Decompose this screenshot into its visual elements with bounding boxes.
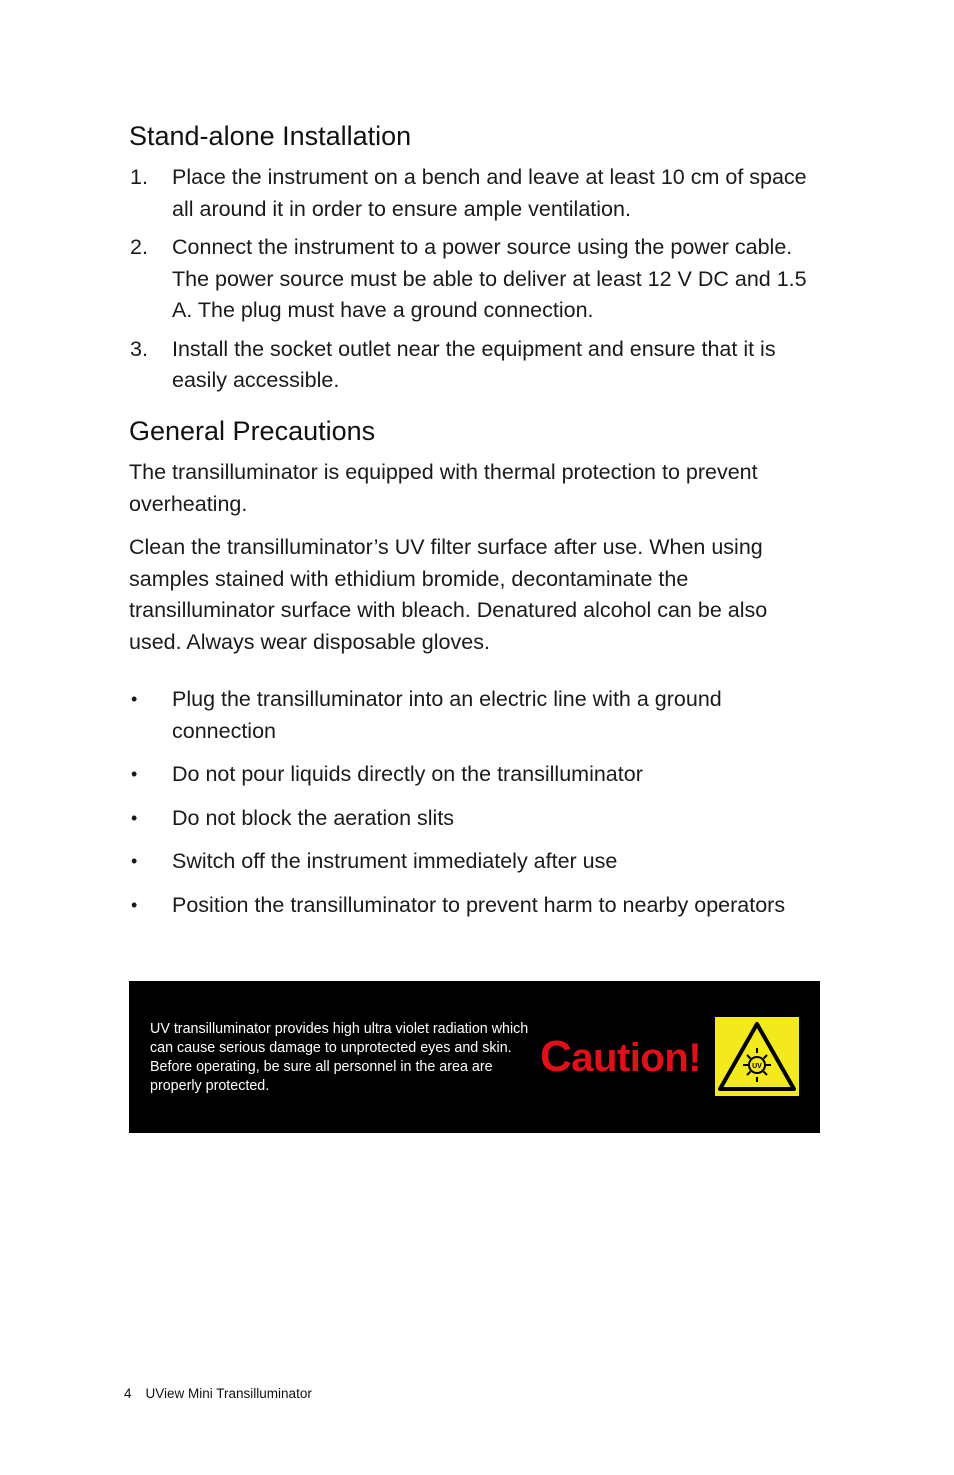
caution-title-initial: C: [540, 1032, 572, 1081]
installation-steps: [129, 162, 824, 397]
step-number: 3.: [130, 336, 148, 361]
uv-sign-label: UV: [752, 1063, 762, 1070]
step-text: Place the instrument on a bench and leave at least 10 cm of space all around it in order to ensure ample ventilation.: [172, 165, 807, 221]
bullet-icon: •: [131, 851, 138, 872]
step-number: 1.: [130, 165, 148, 190]
paragraph: The transilluminator is equipped with thermal protection to prevent overheating.: [129, 460, 758, 516]
caution-banner: [129, 981, 820, 1133]
uv-warning-svg: [715, 1017, 799, 1096]
document-body: [129, 120, 824, 933]
section-heading-precautions: General Precautions: [129, 415, 376, 446]
list-item: [129, 846, 824, 878]
step-number: 2.: [130, 235, 148, 260]
step-item: [129, 232, 824, 327]
list-item-text: Plug the transilluminator into an electric line with a ground connection: [172, 687, 722, 743]
page-footer: [124, 1386, 312, 1401]
page-number: 4: [124, 1386, 132, 1401]
step-item: [129, 334, 824, 397]
bullet-icon: •: [131, 689, 138, 710]
caution-title-rest: aution!: [571, 1036, 702, 1080]
list-item: [129, 890, 824, 922]
precautions-list: [129, 684, 824, 921]
step-item: [129, 162, 824, 225]
step-text: Install the socket outlet near the equipment and ensure that it is easily accessible.: [172, 336, 776, 393]
bullet-icon: •: [131, 807, 138, 828]
section-heading-installation: Stand-alone Installation: [129, 121, 412, 151]
list-item-text: Switch off the instrument immediately after use: [172, 849, 618, 874]
paragraph: Clean the transilluminator’s UV filter surface after use. When using samples stained with ethidium bromide, decontaminate the transilluminator surface with bleach. Denatured alcohol can be also used. Always wear disposable gloves.: [129, 535, 768, 654]
list-item-text: Do not pour liquids directly on the transilluminator: [172, 762, 643, 787]
bullet-icon: •: [131, 764, 138, 785]
list-item-text: Position the transilluminator to prevent harm to nearby operators: [172, 892, 786, 917]
bullet-icon: •: [131, 894, 138, 915]
caution-message: UV transilluminator provides high ultra violet radiation which can cause serious damage to unprotected eyes and skin. Before operating, be sure all personnel in the area are properly protected.: [150, 1021, 529, 1094]
list-item: [129, 803, 824, 835]
step-text: Connect the instrument to a power source using the power cable. The power source must be able to deliver at least 12 V DC and 1.5 A. The plug must have a ground connection.: [172, 235, 807, 323]
caution-title: [540, 1033, 701, 1082]
list-item: [129, 759, 824, 791]
list-item: [129, 684, 824, 747]
footer-title: UView Mini Transilluminator: [145, 1386, 312, 1401]
list-item-text: Do not block the aeration slits: [172, 805, 455, 830]
uv-warning-triangle-icon: [715, 1017, 799, 1096]
